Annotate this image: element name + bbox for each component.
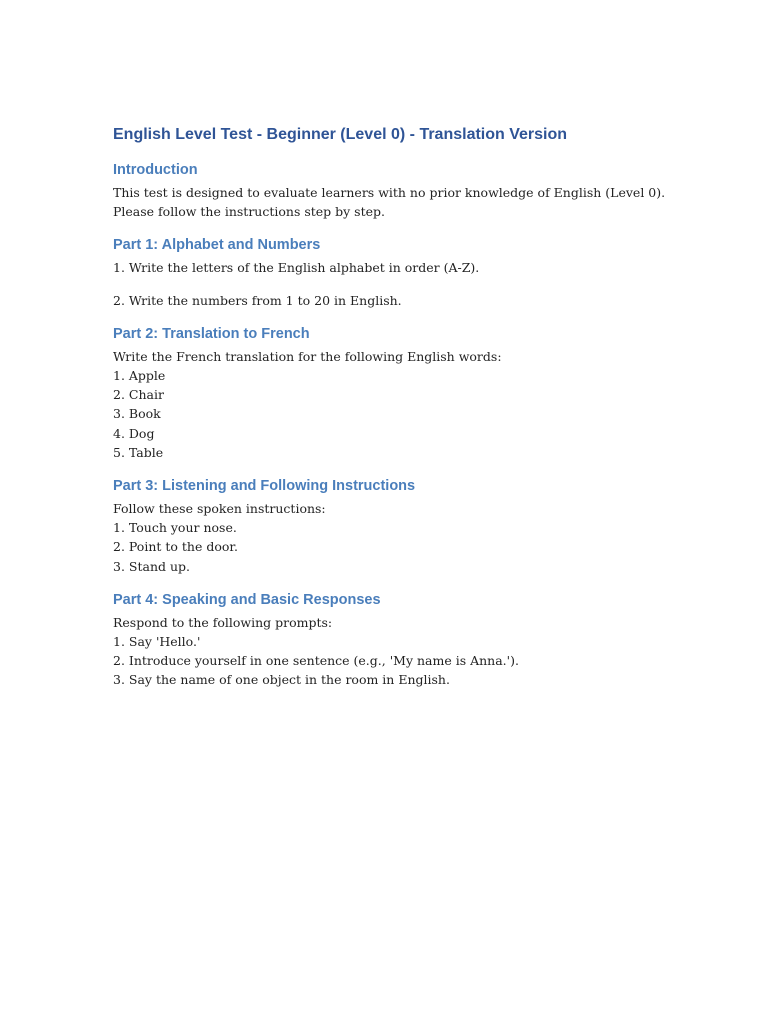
part2-section [113,324,673,462]
part2-heading: Part 2: Translation to French [113,325,310,342]
list-item: 3. Book [113,406,161,422]
list-item: 1. Say 'Hello.' [113,634,201,650]
paragraph-gap [113,278,673,291]
introduction-line: Please follow the instructions step by step. [113,204,385,220]
part1-item: 1. Write the letters of the English alphabet in order (A-Z). [113,260,480,276]
introduction-heading: Introduction [113,162,198,178]
part3-heading: Part 3: Listening and Following Instructions [113,478,416,495]
list-item: 2. Point to the door. [113,539,238,555]
list-item: 3. Say the name of one object in the room in English. [113,672,450,688]
list-item: 1. Touch your nose. [113,520,237,536]
list-item: 2. Introduce yourself in one sentence (e.g., 'My name is Anna.'). [113,653,519,669]
part2-intro: Write the French translation for the following English words: [113,348,502,364]
part3-intro: Follow these spoken instructions: [113,501,326,517]
part1-item: 2. Write the numbers from 1 to 20 in English. [113,292,402,308]
document-title: English Level Test - Beginner (Level 0) - Translation Version [113,126,568,143]
part1-section [113,235,673,309]
part3-section [113,476,673,576]
document-page [113,124,673,704]
list-item: 5. Table [113,444,164,460]
part4-section [113,590,673,690]
list-item: 2. Chair [113,387,164,403]
list-item: 1. Apple [113,368,166,384]
introduction-line: This test is designed to evaluate learners with no prior knowledge of English (Level 0). [113,185,666,200]
introduction-section [113,160,673,221]
part1-heading: Part 1: Alphabet and Numbers [113,237,321,254]
part4-heading: Part 4: Speaking and Basic Responses [113,591,381,608]
part4-intro: Respond to the following prompts: [113,614,333,630]
list-item: 3. Stand up. [113,558,190,574]
list-item: 4. Dog [113,425,155,441]
